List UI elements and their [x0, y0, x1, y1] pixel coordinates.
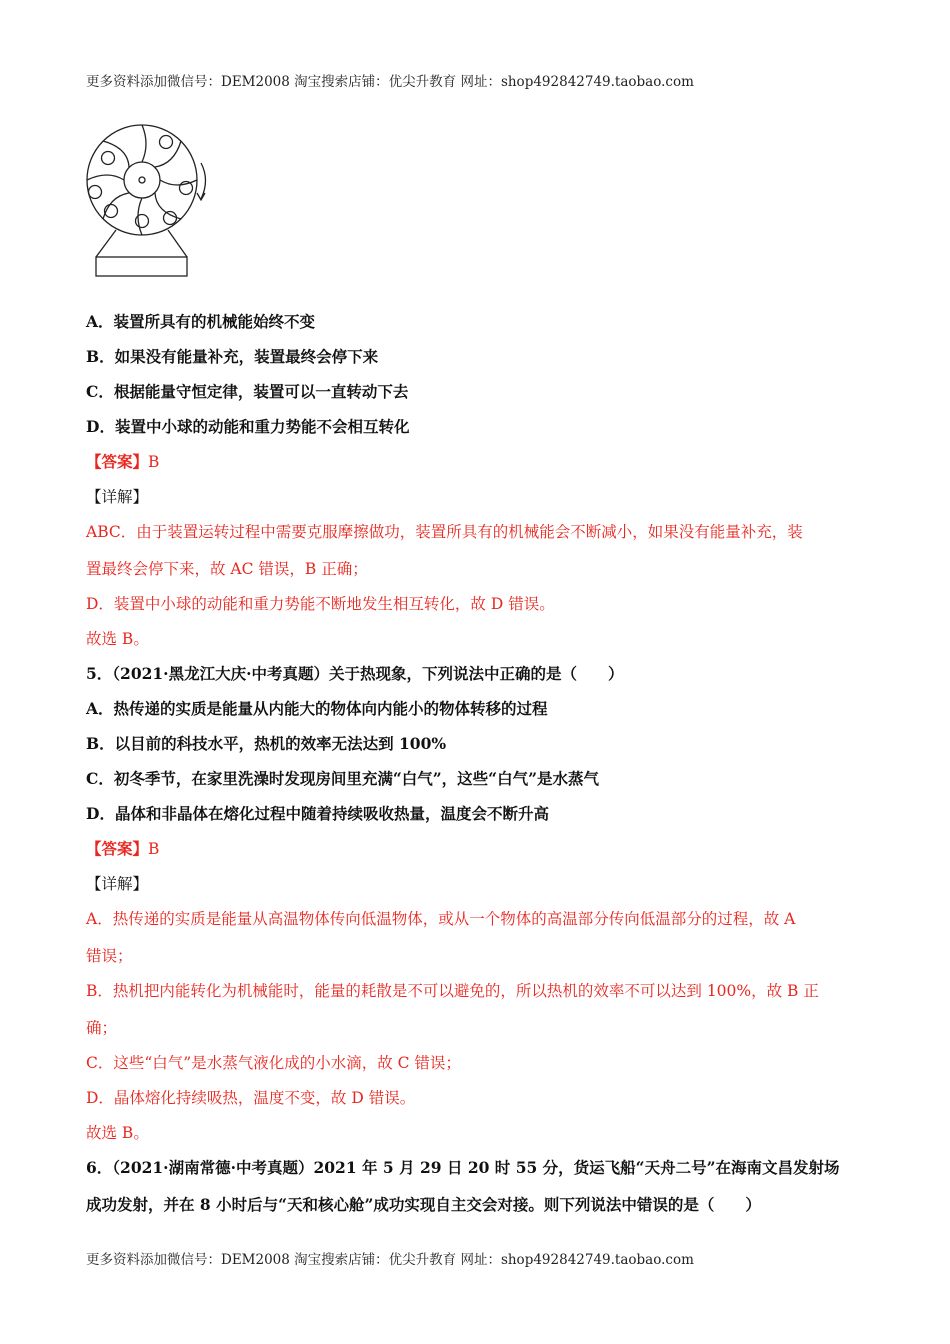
answer-label: 【答案】 [86, 452, 149, 471]
q5-explanation-line: 故选 B。 [86, 1124, 149, 1142]
q4-option-a: A．装置所具有的机械能始终不变 [86, 312, 316, 331]
rotating-wheel-figure [84, 122, 214, 278]
q5-explanation-line: 确； [86, 1019, 118, 1037]
ball [164, 212, 177, 225]
q5-option-c: C．初冬季节，在家里洗澡时发现房间里充满“白气”，这些“白气”是水蒸气 [86, 769, 600, 788]
q6-stem-line: 6．（2021·湖南常德·中考真题）2021 年 5 月 29 日 20 时 55 分，货运飞船“天舟二号”在海南文昌发射场 [86, 1158, 840, 1177]
q4-option-b: B．如果没有能量补充，装置最终会停下来 [86, 347, 379, 366]
answer-label: 【答案】 [86, 839, 149, 858]
q6-stem-line: 成功发射，并在 8 小时后与“天和核心舱”成功实现自主交会对接。则下列说法中错误的是（ ） [86, 1195, 761, 1214]
q4-answer [86, 451, 159, 473]
answer-value: B [148, 453, 160, 471]
q4-option-c: C．根据能量守恒定律，装置可以一直转动下去 [86, 382, 409, 401]
page-footer: 更多资料添加微信号：DEM2008 淘宝搜索店铺：优尖升教育 网址：shop492842749.taobao.com [86, 1252, 694, 1268]
q5-answer [86, 838, 159, 860]
ball [160, 136, 173, 149]
q5-explanation-line: C．这些“白气”是水蒸气液化成的小水滴，故 C 错误； [86, 1054, 461, 1072]
q4-explanation-line: 故选 B。 [86, 630, 149, 648]
q5-explanation-line: A．热传递的实质是能量从高温物体传向低温物体，或从一个物体的高温部分传向低温部分的过程，故 A [86, 910, 796, 928]
q5-explanation-line: D．晶体熔化持续吸热，温度不变，故 D 错误。 [86, 1089, 416, 1107]
q5-option-d: D．晶体和非晶体在熔化过程中随着持续吸收热量，温度会不断升高 [86, 804, 549, 823]
q4-explanation-line: D．装置中小球的动能和重力势能不断地发生相互转化，故 D 错误。 [86, 595, 555, 613]
stand-base [96, 257, 187, 276]
ball [136, 215, 149, 228]
answer-value: B [148, 840, 160, 858]
q5-option-b: B．以目前的科技水平，热机的效率无法达到 100% [86, 734, 447, 753]
wheel-hub [124, 162, 160, 198]
q5-stem: 5．（2021·黑龙江大庆·中考真题）关于热现象，下列说法中正确的是（ ） [86, 664, 624, 683]
q5-detail-label: 【详解】 [86, 875, 149, 893]
axle [139, 177, 145, 183]
q5-explanation-line: 错误； [86, 947, 133, 965]
q4-detail-label: 【详解】 [86, 488, 149, 506]
q5-option-a: A．热传递的实质是能量从内能大的物体向内能小的物体转移的过程 [86, 699, 548, 718]
q4-option-d: D．装置中小球的动能和重力势能不会相互转化 [86, 417, 410, 436]
q5-explanation-line: B．热机把内能转化为机械能时，能量的耗散是不可以避免的，所以热机的效率不可以达到 100%，故 B 正 [86, 982, 819, 1000]
page-header: 更多资料添加微信号：DEM2008 淘宝搜索店铺：优尖升教育 网址：shop492842749.taobao.com [86, 74, 694, 90]
ball [102, 152, 115, 165]
q4-explanation-line: 置最终会停下来，故 AC 错误，B 正确； [86, 560, 368, 578]
q4-explanation-line: ABC．由于装置运转过程中需要克服摩擦做功，装置所具有的机械能会不断减小，如果没有能量补充，装 [86, 523, 803, 541]
ball [89, 186, 102, 199]
